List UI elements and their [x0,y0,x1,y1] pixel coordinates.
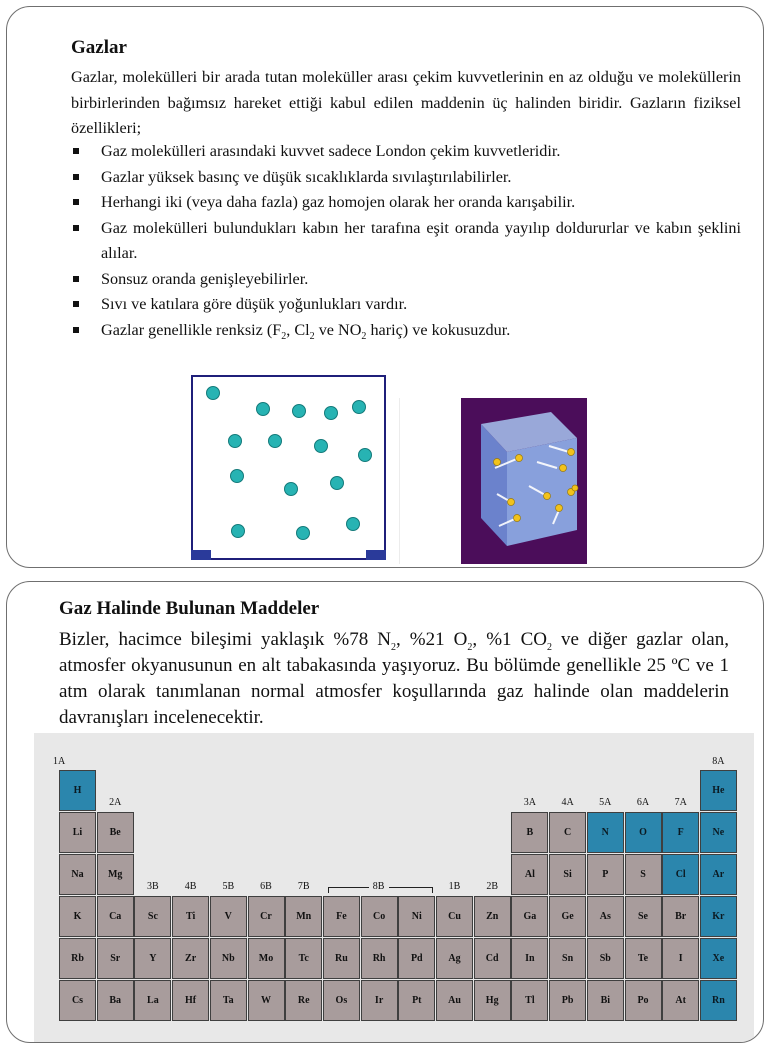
element-cell-s: S [625,854,662,895]
gas-molecule-dot [353,401,366,414]
gas-molecule-dot [229,435,242,448]
element-cell-mg: Mg [97,854,134,895]
element-cell-rb: Rb [59,938,96,979]
group-label: 7B [297,881,310,892]
element-cell-ti: Ti [172,896,209,937]
group-label: 2A [109,797,122,808]
periodic-table [34,733,754,1043]
element-cell-cl: Cl [662,854,699,895]
gas-molecule-dot [285,483,298,496]
element-cell-tc: Tc [285,938,322,979]
element-cell-ge: Ge [549,896,586,937]
gas-molecule-dot [207,387,220,400]
element-cell-co: Co [361,896,398,937]
element-cell-ni: Ni [398,896,435,937]
element-cell-ne: Ne [700,812,737,853]
element-cell-i: I [662,938,699,979]
element-cell-zr: Zr [172,938,209,979]
element-cell-f: F [662,812,699,853]
element-cell-sc: Sc [134,896,171,937]
group-label: 4A [561,797,574,808]
element-cell-kr: Kr [700,896,737,937]
list-item: Gazlar yüksek basınç ve düşük sıcaklıklarda sıvılaştırılabilirler. [71,165,741,191]
group-label: 4B [184,881,197,892]
group-label: 3A [523,797,536,808]
group-label: 1B [448,881,461,892]
group-label: 5A [599,797,612,808]
element-cell-mo: Mo [248,938,285,979]
group-label: 5B [222,881,235,892]
element-cell-al: Al [511,854,548,895]
element-cell-ga: Ga [511,896,548,937]
element-cell-ir: Ir [361,980,398,1021]
element-cell-la: La [134,980,171,1021]
element-cell-sn: Sn [549,938,586,979]
element-cell-na: Na [59,854,96,895]
bullet-icon [73,148,79,154]
element-cell-ru: Ru [323,938,360,979]
element-cell-te: Te [625,938,662,979]
element-cell-in: In [511,938,548,979]
group-label: 2B [486,881,499,892]
group-label: 8A [712,756,725,767]
element-cell-sb: Sb [587,938,624,979]
element-cell-pb: Pb [549,980,586,1021]
element-cell-v: V [210,896,247,937]
bullet-icon [73,301,79,307]
element-cell-pt: Pt [398,980,435,1021]
element-cell-mn: Mn [285,896,322,937]
element-cell-k: K [59,896,96,937]
element-cell-h: H [59,770,96,811]
bullet-icon [73,276,79,282]
gas-molecule-dot [269,435,282,448]
element-cell-be: Be [97,812,134,853]
element-cell-ag: Ag [436,938,473,979]
element-cell-cr: Cr [248,896,285,937]
element-cell-hf: Hf [172,980,209,1021]
bullet-icon [73,225,79,231]
element-cell-nb: Nb [210,938,247,979]
element-cell-y: Y [134,938,171,979]
bullet-icon [73,327,79,333]
group-label: 8B [369,881,389,892]
list-item: Gazlar genellikle renksiz ($F_2$, $Cl_2$ ve $NO_2$ hariç) ve kokusuzdur. [71,318,741,344]
slide-gaseous-substances [6,581,764,1043]
element-cell-c: C [549,812,586,853]
element-cell-n: N [587,812,624,853]
element-cell-po: Po [625,980,662,1021]
element-cell-hg: Hg [474,980,511,1021]
element-cell-sr: Sr [97,938,134,979]
element-cell-b: B [511,812,548,853]
element-cell-cs: Cs [59,980,96,1021]
gas-molecule-dot [359,449,372,462]
element-cell-zn: Zn [474,896,511,937]
gas-molecule-dot [315,440,328,453]
element-cell-fe: Fe [323,896,360,937]
group-label: 3B [147,881,159,892]
gas-particles-in-cube-image [399,398,649,564]
group-label: 1A [53,756,66,767]
bullet-icon [73,174,79,180]
element-cell-ba: Ba [97,980,134,1021]
properties-list [71,139,741,343]
element-cell-bi: Bi [587,980,624,1021]
gas-molecules-in-container-image [191,375,386,560]
element-cell-cu: Cu [436,896,473,937]
group-label: 6A [636,797,650,808]
gas-molecule-dot [231,470,244,483]
group-label: 6B [260,881,272,892]
element-cell-at: At [662,980,699,1021]
bullet-icon [73,199,79,205]
element-cell-br: Br [662,896,699,937]
gas-molecule-dot [325,407,338,420]
gas-molecule-dot [331,477,344,490]
list-item: Gaz molekülleri bulundukları kabın her tarafına eşit oranda yayılıp doldururlar ve kabın şeklini alılar. [71,216,741,267]
slide-title: Gazlar [71,37,127,58]
gas-molecule-dot [257,403,270,416]
atmosphere-paragraph: Bizler, hacimce bileşimi yaklaşık %78 $N_2$, %21 $O_2$, %1 $CO_2$ ve diğer gazlar olan, atmosfer okyanusunun en alt tabakasında yaşıyoruz. Bu bölümde genellikle 25 ºC ve 1 atm olarak tanımlanan normal atmosfer koşullarında gaz halinde olan maddelerin davranışları incelenecektir. [59,629,729,728]
gas-molecule-dot [297,527,310,540]
element-cell-cd: Cd [474,938,511,979]
element-cell-se: Se [625,896,662,937]
list-item: Herhangi iki (veya daha fazla) gaz homojen olarak her oranda karışabilir. [71,190,741,216]
element-cell-o: O [625,812,662,853]
element-cell-rn: Rn [700,980,737,1021]
group-label: 7A [674,797,687,808]
element-cell-si: Si [549,854,586,895]
element-cell-pd: Pd [398,938,435,979]
intro-paragraph: Gazlar, molekülleri bir arada tutan moleküller arası çekim kuvvetlerinin en az olduğu ve moleküllerin birbirlerinden bağımsız hareket ettiği kabul edilen maddenin üç halinden biridir. Gazların fiziksel özellikleri; [71,68,741,137]
gas-molecule-dot [293,405,306,418]
gas-molecule-dot [347,518,360,531]
slide-title: Gaz Halinde Bulunan Maddeler [59,598,320,619]
slide-gazlar [6,6,764,568]
element-cell-li: Li [59,812,96,853]
list-item: Sonsuz oranda genişleyebilirler. [71,267,741,293]
element-cell-tl: Tl [511,980,548,1021]
element-cell-re: Re [285,980,322,1021]
element-cell-xe: Xe [700,938,737,979]
element-cell-as: As [587,896,624,937]
element-cell-os: Os [323,980,360,1021]
element-cell-w: W [248,980,285,1021]
element-cell-rh: Rh [361,938,398,979]
element-cell-he: He [700,770,737,811]
element-cell-ta: Ta [210,980,247,1021]
gas-molecule-dot [232,525,245,538]
element-cell-ca: Ca [97,896,134,937]
element-cell-au: Au [436,980,473,1021]
list-item: Gaz molekülleri arasındaki kuvvet sadece London çekim kuvvetleridir. [71,139,741,165]
list-item: Sıvı ve katılara göre düşük yoğunlukları vardır. [71,292,741,318]
element-cell-p: P [587,854,624,895]
element-cell-ar: Ar [700,854,737,895]
